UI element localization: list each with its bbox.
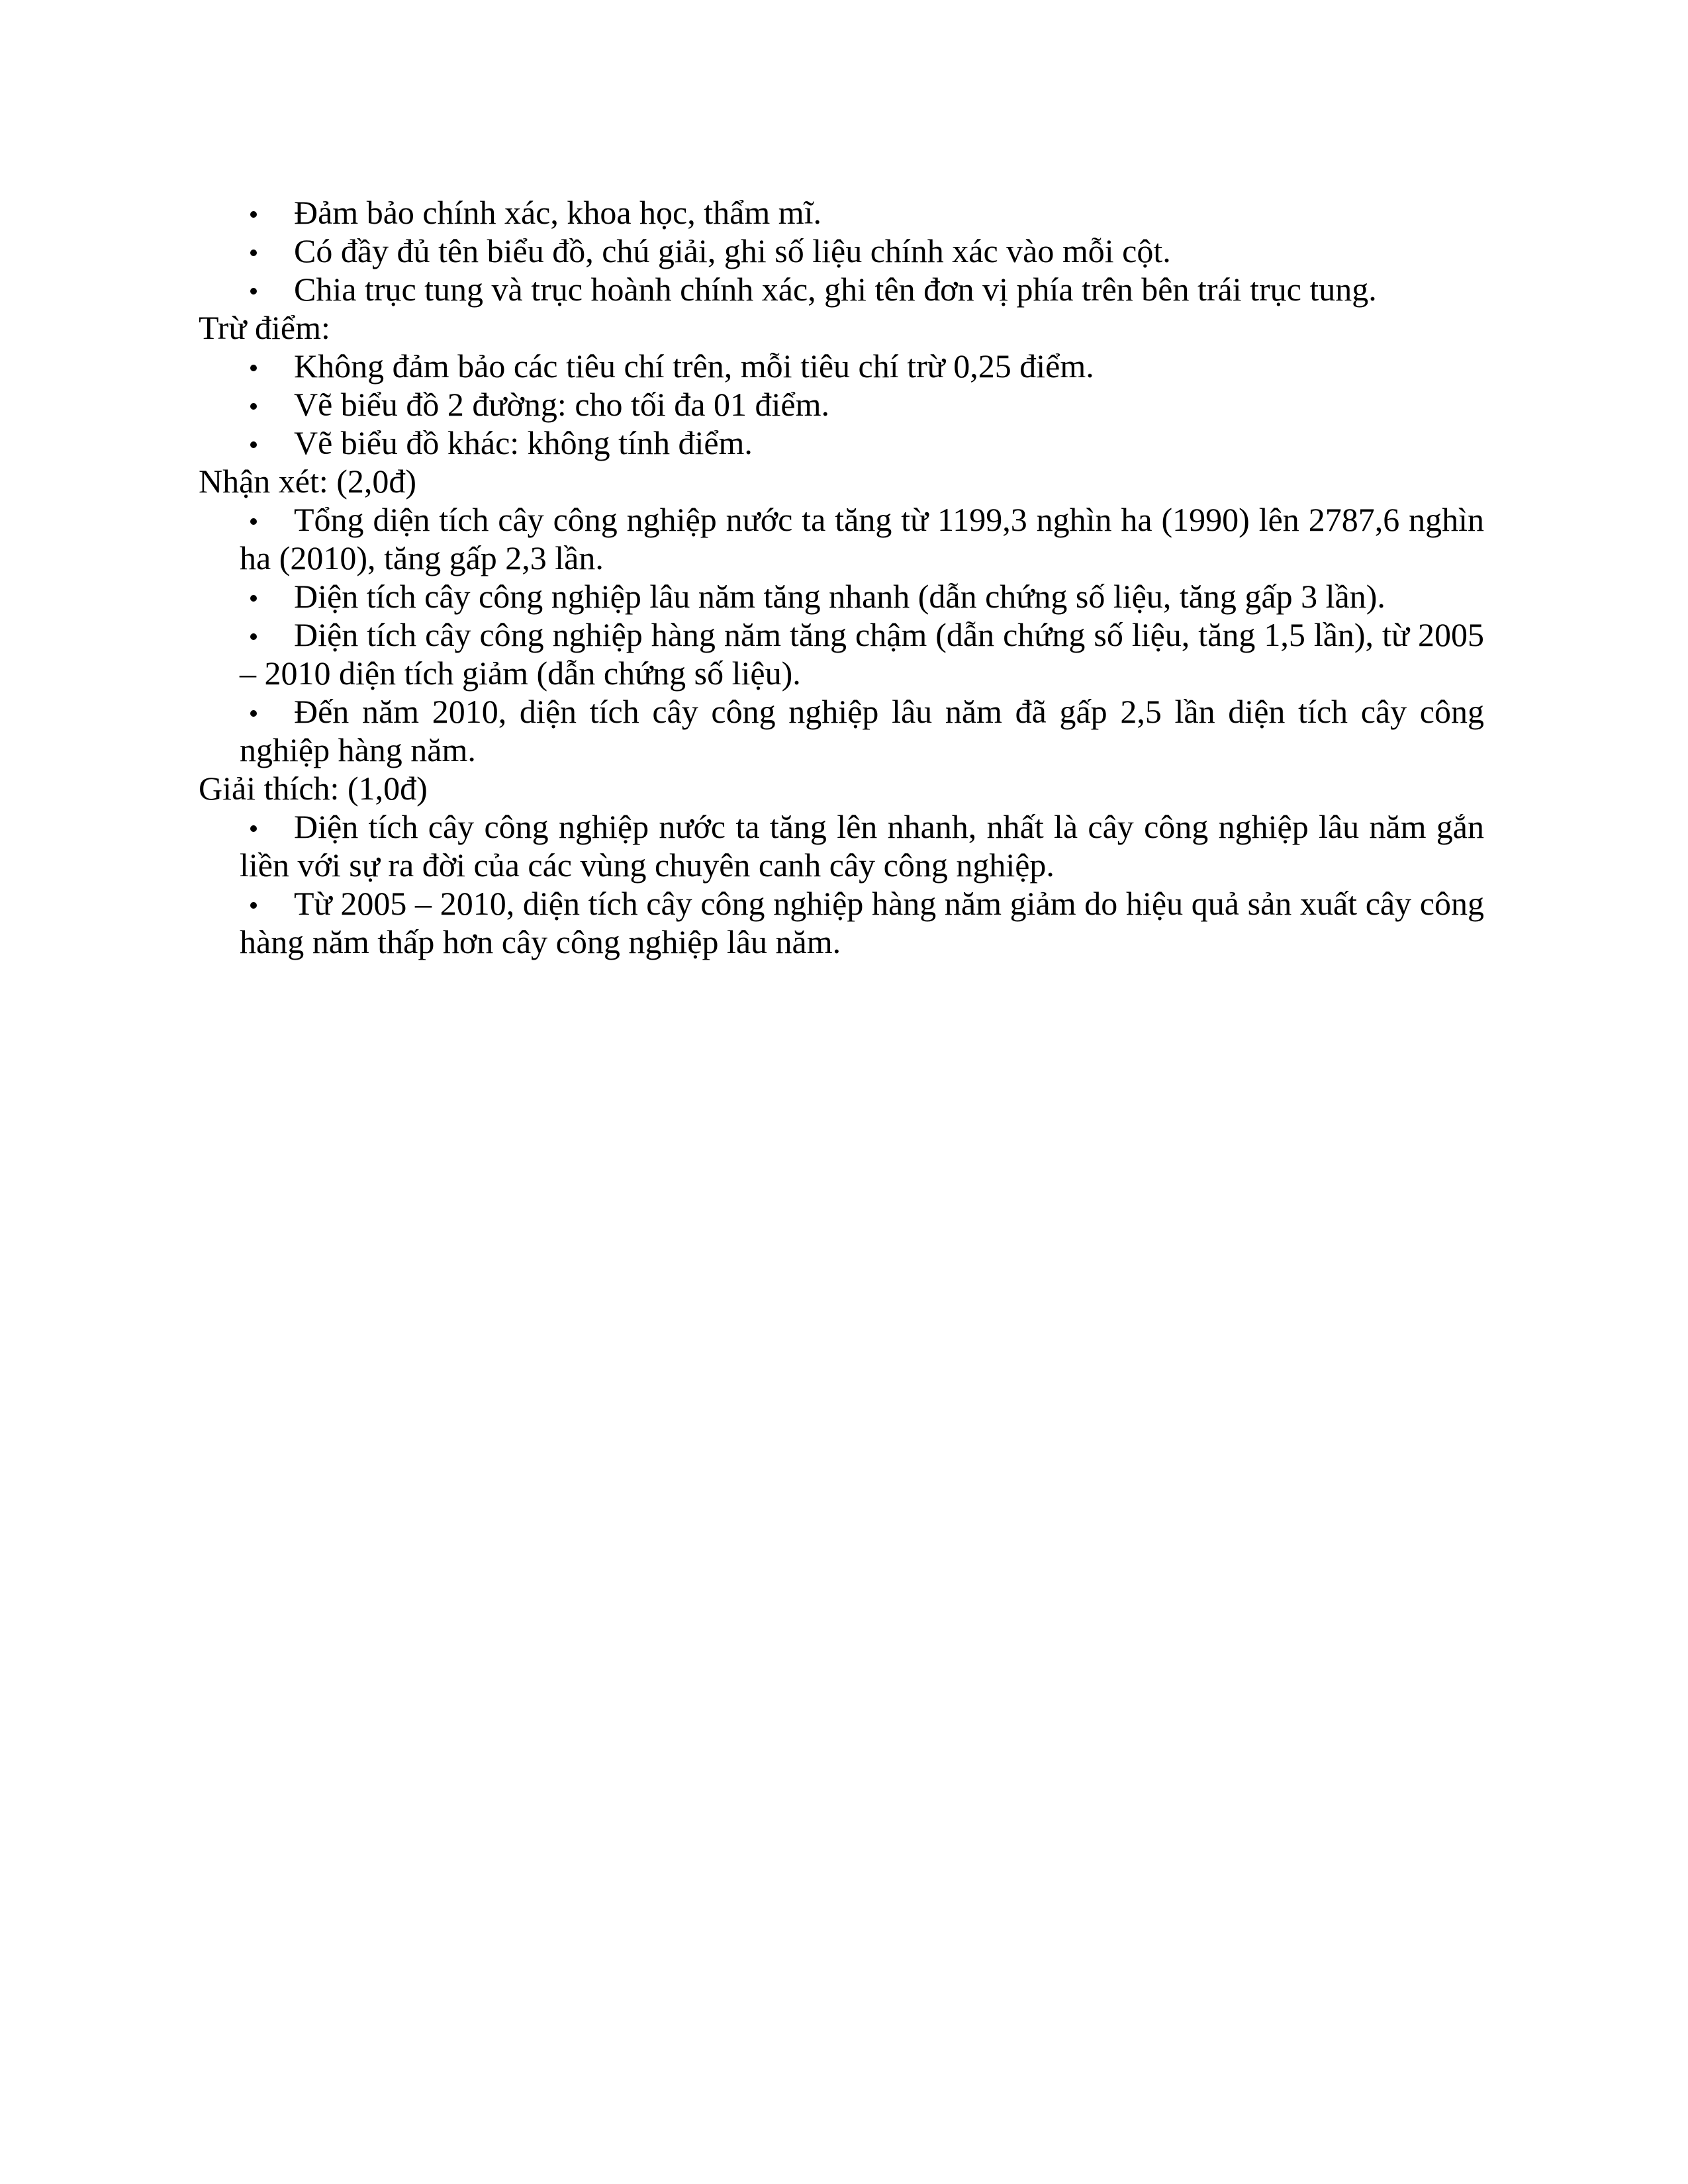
bullet-icon — [250, 710, 257, 717]
bullet-icon — [250, 288, 257, 295]
bullet-icon — [250, 595, 257, 602]
deduction-list — [199, 347, 1484, 462]
bullet-icon — [250, 441, 257, 448]
list-item: Đến năm 2010, diện tích cây công nghiệp lâu năm đã gấp 2,5 lần diện tích cây công nghiệp hàng năm. — [240, 693, 1484, 768]
list-item: Diện tích cây công nghiệp hàng năm tăng chậm (dẫn chứng số liệu, tăng 1,5 lần), từ 2005 – 2010 diện tích giảm (dẫn chứng số liệu). — [240, 616, 1484, 692]
deduction-heading: Trừ điểm: — [199, 309, 330, 346]
bullet-icon — [250, 365, 257, 371]
bullet-icon — [250, 902, 257, 909]
document-page — [199, 193, 1484, 961]
list-item: Có đầy đủ tên biểu đồ, chú giải, ghi số liệu chính xác vào mỗi cột. — [240, 232, 1484, 270]
list-item: Vẽ biểu đồ 2 đường: cho tối đa 01 điểm. — [240, 385, 1484, 424]
list-item: Không đảm bảo các tiêu chí trên, mỗi tiêu chí trừ 0,25 điểm. — [240, 347, 1484, 385]
list-item: Diện tích cây công nghiệp nước ta tăng lên nhanh, nhất là cây công nghiệp lâu năm gắn liền với sự ra đời của các vùng chuyên canh cây công nghiệp. — [240, 808, 1484, 884]
list-item: Vẽ biểu đồ khác: không tính điểm. — [240, 424, 1484, 462]
list-item: Đảm bảo chính xác, khoa học, thẩm mĩ. — [240, 193, 1484, 232]
remarks-list — [199, 500, 1484, 769]
bullet-icon — [250, 825, 257, 832]
bullet-icon — [250, 518, 257, 525]
list-item: Diện tích cây công nghiệp lâu năm tăng nhanh (dẫn chứng số liệu, tăng gấp 3 lần). — [240, 577, 1484, 615]
remarks-heading: Nhận xét: (2,0đ) — [199, 463, 417, 500]
bullet-icon — [250, 211, 257, 218]
explanation-heading: Giải thích: (1,0đ) — [199, 770, 428, 807]
list-item: Từ 2005 – 2010, diện tích cây công nghiệp hàng năm giảm do hiệu quả sản xuất cây công hàng năm thấp hơn cây công nghiệp lâu năm. — [240, 885, 1484, 960]
bullet-icon — [250, 250, 257, 256]
bullet-icon — [250, 403, 257, 410]
list-item: Chia trục tung và trục hoành chính xác, ghi tên đơn vị phía trên bên trái trục tung. — [240, 270, 1484, 308]
criteria-list — [199, 193, 1484, 308]
explanation-list — [199, 807, 1484, 961]
list-item: Tổng diện tích cây công nghiệp nước ta tăng từ 1199,3 nghìn ha (1990) lên 2787,6 nghìn ha (2010), tăng gấp 2,3 lần. — [240, 501, 1484, 576]
bullet-icon — [250, 633, 257, 640]
